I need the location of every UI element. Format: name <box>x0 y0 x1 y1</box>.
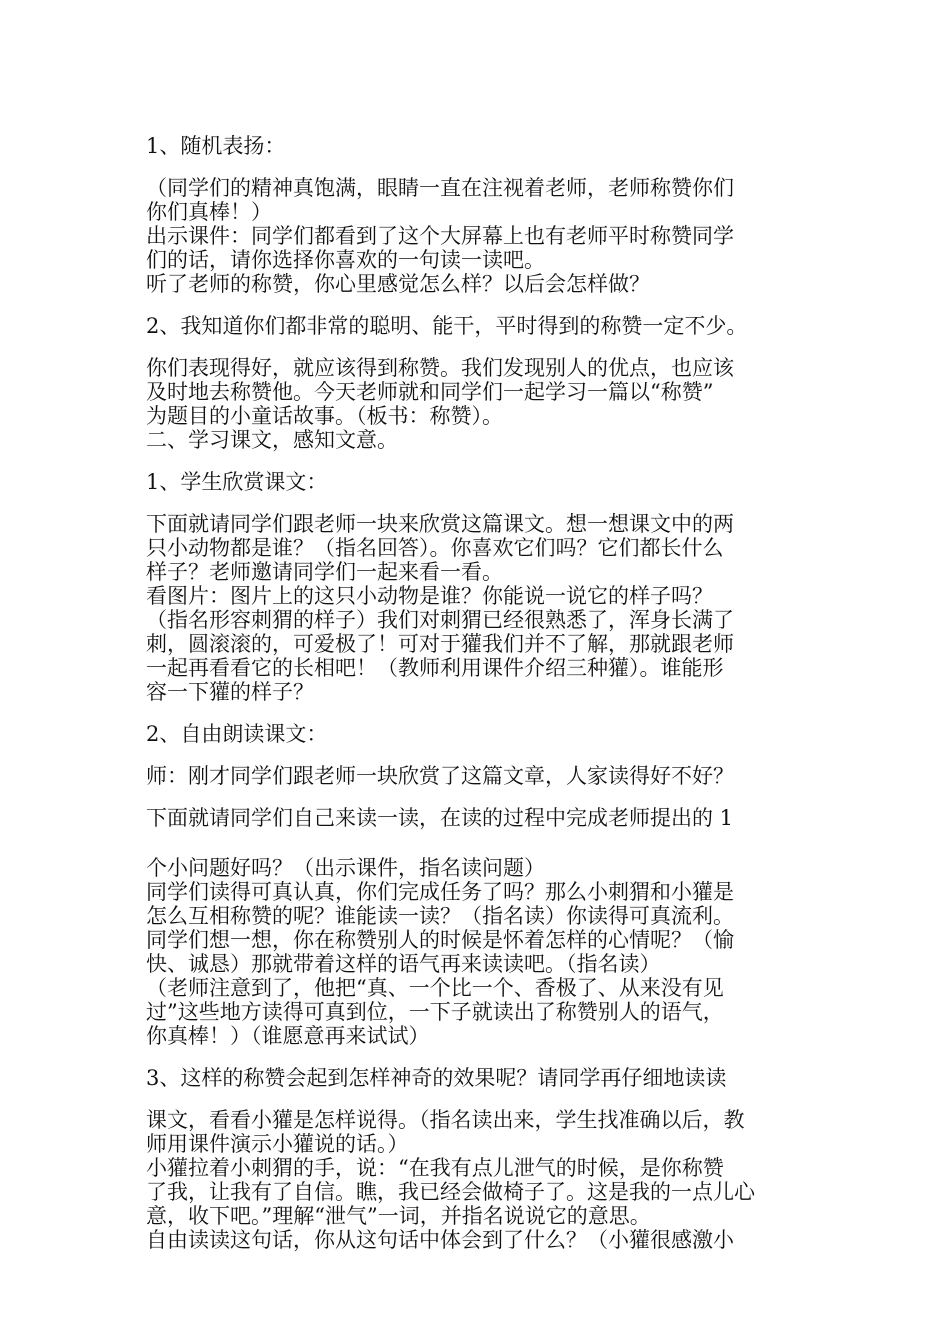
text-line: 看图片：图片上的这只小动物是谁？你能说一说它的样子吗？ <box>146 584 713 608</box>
text-line: 只小动物都是谁？（指名回答）。你喜欢它们吗？它们都长什么 <box>146 536 724 560</box>
text-line: （老师注意到了，他把“真、一个比一个、香极了、从来没有见 <box>146 976 724 1000</box>
text-line: 2、自由朗读课文： <box>146 722 328 746</box>
text-line: 同学们想一想，你在称赞别人的时候是怀着怎样的心情呢？（愉 <box>146 928 734 952</box>
text-line: 二、学习课文，感知文意。 <box>146 428 398 452</box>
text-line: 出示课件：同学们都看到了这个大屏幕上也有老师平时称赞同学 <box>146 224 734 248</box>
text-line: 快、诚恳）那就带着这样的语气再来读读吧。（指名读） <box>146 952 661 976</box>
text-line: 了我，让我有了自信。瞧，我已经会做椅子了。这是我的一点儿心 <box>146 1180 755 1204</box>
text-line: （指名形容刺猬的样子）我们对刺猬已经很熟悉了，浑身长满了 <box>146 608 734 632</box>
text-line: 小獾拉着小刺猬的手，说：“在我有点儿泄气的时候，是你称赞 <box>146 1156 724 1180</box>
text-line: 为题目的小童话故事。（板书：称赞）。 <box>146 404 503 428</box>
text-line: 意，收下吧。”理解“泄气”一词，并指名说说它的意思。 <box>146 1204 651 1228</box>
document-page <box>146 134 810 1252</box>
text-line: 师：刚才同学们跟老师一块欣赏了这篇文章，人家读得好不好？ <box>146 764 734 788</box>
text-line: 听了老师的称赞，你心里感觉怎么样？以后会怎样做？ <box>146 272 650 296</box>
text-line: 课文，看看小獾是怎样说得。（指名读出来，学生找准确以后，教 <box>146 1108 745 1132</box>
text-line: 同学们读得可真认真，你们完成任务了吗？那么小刺猬和小獾是 <box>146 880 734 904</box>
text-line: 刺，圆滚滚的，可爱极了！可对于獾我们并不了解，那就跟老师 <box>146 632 734 656</box>
text-line: 容一下獾的样子？ <box>146 680 314 704</box>
text-line: （同学们的精神真饱满，眼睛一直在注视着老师，老师称赞你们 <box>146 176 734 200</box>
text-line: 1、随机表扬： <box>146 134 286 158</box>
text-line: 你们真棒！） <box>146 200 272 224</box>
text-line: 们的话，请你选择你喜欢的一句读一读吧。 <box>146 248 545 272</box>
text-line: 3、这样的称赞会起到怎样神奇的效果呢？请同学再仔细地读读 <box>146 1066 727 1090</box>
text-line: 自由读读这句话，你从这句话中体会到了什么？（小獾很感激小 <box>146 1228 734 1252</box>
text-line: 下面就请同学们跟老师一块来欣赏这篇课文。想一想课文中的两 <box>146 512 734 536</box>
text-line: 样子？老师邀请同学们一起来看一看。 <box>146 560 503 584</box>
text-line: 及时地去称赞他。今天老师就和同学们一起学习一篇以“称赞” <box>146 380 714 404</box>
text-line: 一起再看看它的长相吧！（教师利用课件介绍三种獾）。谁能形 <box>146 656 724 680</box>
text-line: 过”这些地方读得可真到位，一下子就读出了称赞别人的语气， <box>146 1000 724 1024</box>
text-line: 怎么互相称赞的呢？谁能读一读？（指名读）你读得可真流利。 <box>146 904 734 928</box>
text-line: 下面就请同学们自己来读一读，在读的过程中完成老师提出的 1 <box>146 806 734 830</box>
text-line: 师用课件演示小獾说的话。） <box>146 1132 409 1156</box>
text-line: 1、学生欣赏课文： <box>146 470 328 494</box>
text-line: 个小问题好吗？（出示课件，指名读问题） <box>146 856 545 880</box>
text-line: 你真棒！）（谁愿意再来试试） <box>146 1024 430 1048</box>
text-line: 2、我知道你们都非常的聪明、能干，平时得到的称赞一定不少。 <box>146 314 748 338</box>
text-line: 你们表现得好，就应该得到称赞。我们发现别人的优点，也应该 <box>146 356 734 380</box>
